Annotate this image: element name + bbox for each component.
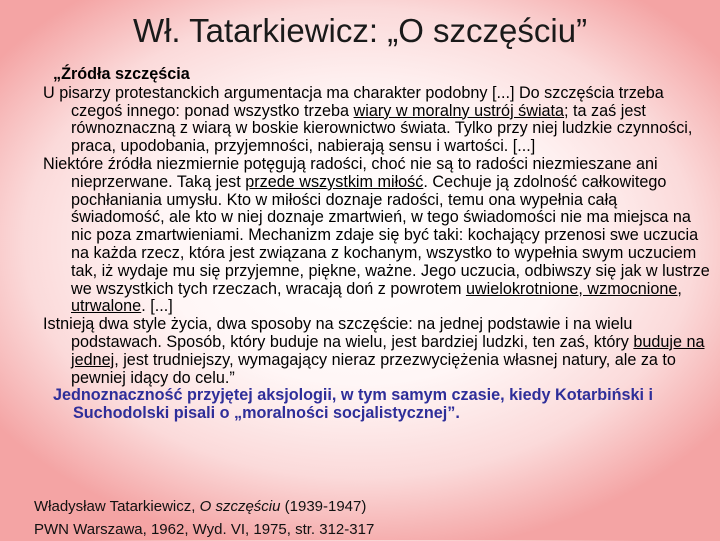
credit-line-1 bbox=[34, 495, 374, 518]
paragraph-life-styles bbox=[43, 316, 715, 387]
credit-work-title: O szczęściu bbox=[199, 498, 281, 515]
section-heading: „Źródła szczęścia bbox=[53, 65, 190, 83]
credit-author: Władysław Tatarkiewicz, bbox=[34, 498, 200, 515]
paragraph-1-text-a: U pisarzy protestanckich argumentacja ma charakter podobny [...] Do szczęścia trzeba czegoś innego: ponad wszystko trzeba bbox=[43, 83, 664, 120]
paragraph-love bbox=[43, 156, 715, 316]
paragraph-2-text-c: . [...] bbox=[141, 297, 173, 316]
quote-body bbox=[43, 66, 715, 423]
underlined-phrase-love: przede wszystkim miłość bbox=[245, 172, 424, 191]
credit-line-2: PWN Warszawa, 1962, Wyd. VI, 1975, str. 312-317 bbox=[34, 521, 375, 538]
underlined-phrase-one-basis: buduje na jednej bbox=[71, 332, 705, 369]
highlight-note: Jednoznaczność przyjętej aksjologii, w tym samym czasie, kiedy Kotarbiński i Suchodolski pisali o „moralności socjalistycznej”. bbox=[53, 386, 654, 423]
underlined-phrase-faith: wiary w moralny ustrój świata bbox=[353, 101, 565, 120]
paragraph-2-text-a: Niektóre źródła niezmiernie potęgują radości, choć nie są to radości niezmieszane ani nieprzerwane. Taką jest bbox=[43, 154, 658, 191]
paragraph-protestant bbox=[43, 85, 715, 156]
paragraph-1-text-b: ; ta zaś jest równoznaczną z wiarą w boskie kierownictwo świata. Tylko przy niej ludzkie czynności, praca, upodobania, przyjemności, nabierają sensu i wartości. [...] bbox=[71, 101, 693, 156]
paragraph-3-text-a: Istnieją dwa style życia, dwa sposoby na szczęście: na jednej podstawie i na wielu podstawach. Sposób, który buduje na wielu, jest bardziej ludzki, ten zaś, który bbox=[43, 315, 634, 351]
underlined-phrase-multiplied: uwielokrotnione, wzmocnione, utrwalone bbox=[71, 279, 682, 316]
paragraph-2-text-b: . Cechuje ją zdolność całkowitego pochłaniania umysłu. Kto w miłości doznaje radości, temu ona wypełnia całą świadomość, ale kto w niej doznaje zmartwień, w tego świadomości nie ma miejsca na nic poza zmartwieniami. Mechanizm zdaje się być taki: kochający przenosi swe uczucia na każda rzecz, która jest związana z kochanym, wszystko to wypełnia swym uczuciem tak, iż wydaje mu się przyjemne, piękne, ważne. Jego uczucia, odbiwszy się jak w lustrze we wszystkich tych rzeczach, wracają doń z powrotem bbox=[71, 172, 710, 298]
source-credit bbox=[34, 495, 374, 541]
credit-years: (1939-1947) bbox=[280, 498, 367, 515]
paragraph-3-text-b: , jest trudniejszy, wymagający nieraz przezwyciężenia własnej natury, ale za to pewniej idący do celu.” bbox=[71, 350, 676, 387]
slide-title: Wł. Tatarkiewicz: „O szczęściu” bbox=[132, 12, 588, 49]
